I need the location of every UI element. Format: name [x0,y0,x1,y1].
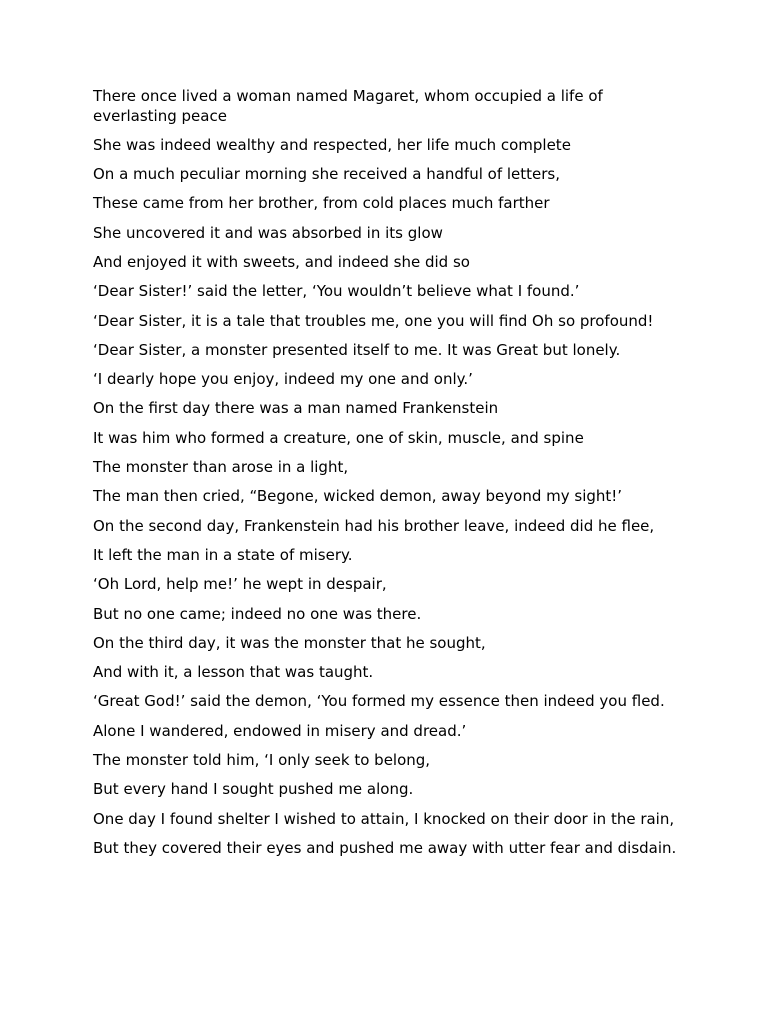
poem-line: ‘Oh Lord, help me!’ he wept in despair, [93,575,387,594]
poem-line: On the second day, Frankenstein had his brother leave, indeed did he flee, [93,516,655,535]
poem-line: She was indeed wealthy and respected, her life much complete [93,135,571,154]
poem-line: And enjoyed it with sweets, and indeed she did so [93,252,470,271]
poem-line: It left the man in a state of misery. [93,545,353,564]
poem-line: ‘Dear Sister, a monster presented itself to me. It was Great but lonely. [93,340,621,359]
poem-line: And with it, a lesson that was taught. [93,663,374,682]
poem-line: ‘Dear Sister!’ said the letter, ‘You wouldn’t believe what I found.’ [93,282,580,301]
poem-line: The man then cried, “Begone, wicked demon, away beyond my sight!’ [93,487,623,506]
poem-body [93,87,678,868]
poem-line: On the first day there was a man named Frankenstein [93,399,499,418]
poem-line: On a much peculiar morning she received a handful of letters, [93,165,561,184]
poem-line: On the third day, it was the monster that he sought, [93,633,486,652]
poem-line: It was him who formed a creature, one of skin, muscle, and spine [93,428,584,447]
poem-line: The monster than arose in a light, [93,458,349,477]
poem-line: ‘I dearly hope you enjoy, indeed my one and only.’ [93,370,473,389]
poem-line: There once lived a woman named Magaret, whom occupied a life of everlasting peace [93,87,603,125]
poem-line: One day I found shelter I wished to attain, I knocked on their door in the rain, [93,809,675,828]
poem-line: But every hand I sought pushed me along. [93,780,414,799]
poem-line: Alone I wandered, endowed in misery and dread.’ [93,721,467,740]
poem-line: ‘Dear Sister, it is a tale that troubles me, one you will find Oh so profound! [93,311,654,330]
poem-line: But they covered their eyes and pushed me away with utter fear and disdain. [93,838,677,857]
poem-line: These came from her brother, from cold places much farther [93,194,550,213]
poem-line: She uncovered it and was absorbed in its glow [93,223,443,242]
poem-line: ‘Great God!’ said the demon, ‘You formed my essence then indeed you fled. [93,692,665,711]
poem-line: The monster told him, ‘I only seek to belong, [93,751,431,770]
poem-line: But no one came; indeed no one was there. [93,604,422,623]
